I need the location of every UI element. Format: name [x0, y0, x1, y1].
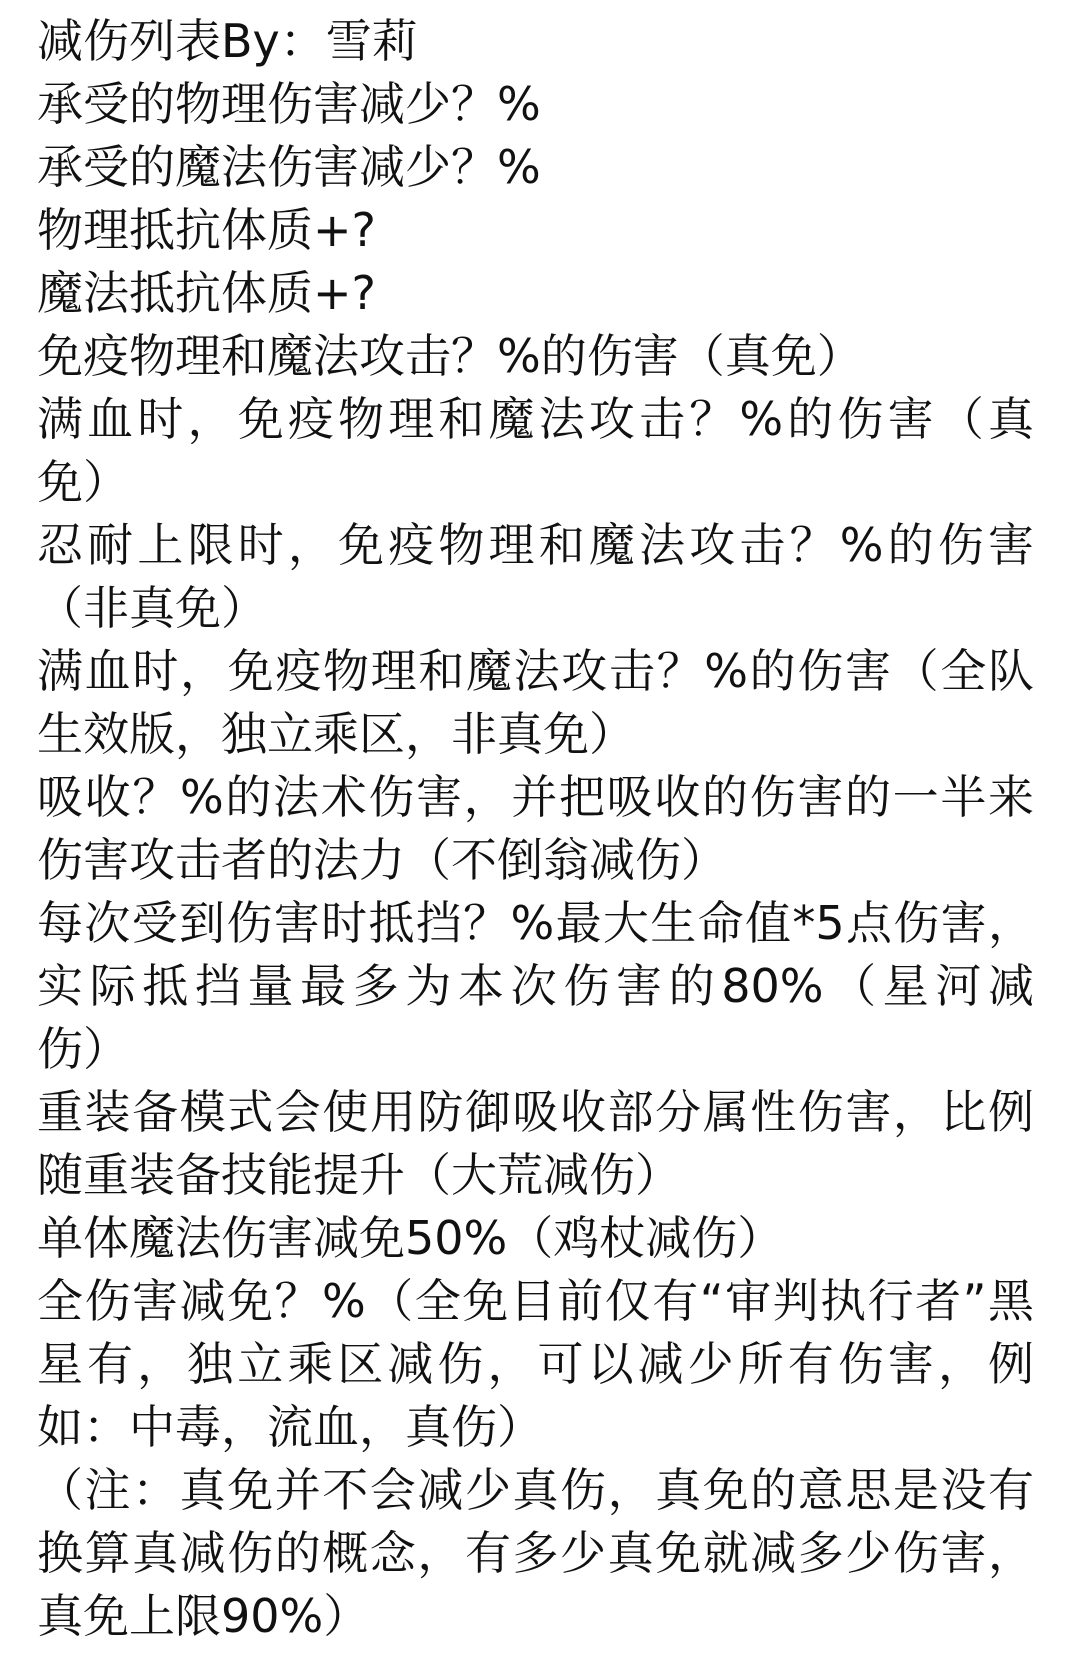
- text-line: 魔法抵抗体质+?: [37, 266, 376, 320]
- text-line: （注：真免并不会减少真伤，真免的意思是没有: [37, 1463, 1034, 1517]
- text-line: 生效版，独立乘区，非真免）: [37, 707, 635, 761]
- text-line: 每次受到伤害时抵挡？%最大生命值*5点伤害，: [37, 896, 1034, 950]
- text-line: 吸收？%的法术伤害，并把吸收的伤害的一半来: [37, 770, 1034, 824]
- text-line: 星有，独立乘区减伤，可以减少所有伤害，例: [37, 1337, 1034, 1391]
- text-line: 随重装备技能提升（大荒减伤）: [37, 1148, 681, 1202]
- text-line: 伤害攻击者的法力（不倒翁减伤）: [37, 833, 727, 887]
- text-line: 全伤害减免？%（全免目前仅有“审判执行者”黑: [37, 1274, 1034, 1328]
- text-line: 满血时，免疫物理和魔法攻击？%的伤害（全队: [37, 644, 1034, 698]
- text-line: 满血时，免疫物理和魔法攻击？%的伤害（真: [37, 392, 1034, 446]
- text-line: （非真免）: [37, 581, 267, 635]
- text-line: 免）: [37, 455, 129, 509]
- text-line: 实际抵挡量最多为本次伤害的80%（星河减: [37, 959, 1034, 1013]
- document-title: 减伤列表By：雪莉: [37, 14, 418, 68]
- text-line: 换算真减伤的概念，有多少真免就减多少伤害，: [37, 1526, 1034, 1580]
- text-line: 承受的魔法伤害减少？%: [37, 140, 541, 194]
- text-line: 忍耐上限时，免疫物理和魔法攻击？%的伤害: [37, 518, 1034, 572]
- text-line: 物理抵抗体质+?: [37, 203, 376, 257]
- text-line: 重装备模式会使用防御吸收部分属性伤害，比例: [37, 1085, 1034, 1139]
- text-line: 单体魔法伤害减免50%（鸡杖减伤）: [37, 1211, 784, 1265]
- text-line: 伤）: [37, 1022, 129, 1076]
- text-line: 如：中毒，流血，真伤）: [37, 1400, 543, 1454]
- text-line: 免疫物理和魔法攻击？%的伤害（真免）: [37, 329, 863, 383]
- text-line: 真免上限90%）: [37, 1589, 370, 1643]
- text-line: 承受的物理伤害减少？%: [37, 77, 541, 131]
